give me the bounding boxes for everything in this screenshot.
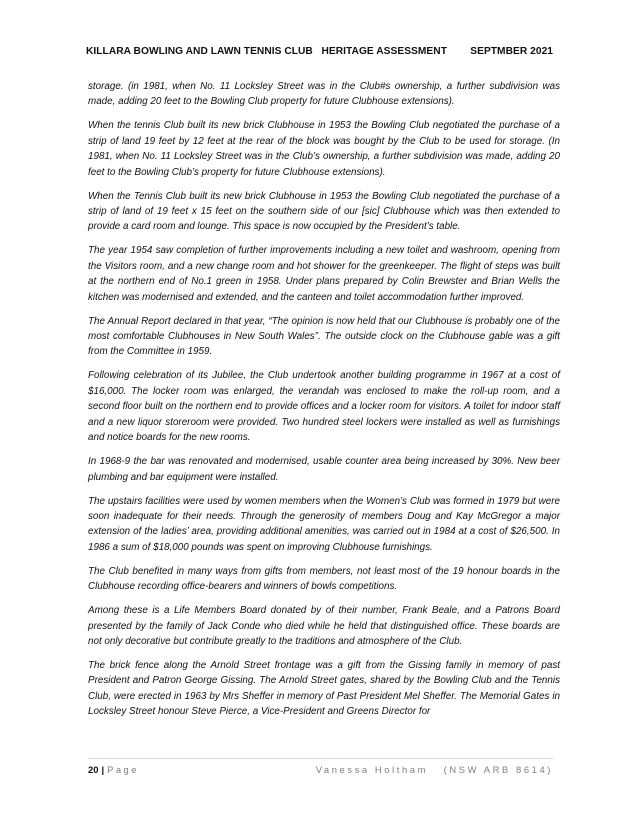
paragraph: The year 1954 saw completion of further improvements including a new toilet and washroom, opening from the Visitors room, and a new change room and hot shower for the greenkeeper. The flight of steps was built at the northern end of No.1 green in 1958. Under plans prepared by Colin Brewster and Brian Wells the kitchen was modernised and extended, and the canteen and toilet accommodation further improved. bbox=[88, 245, 560, 303]
author-credit: Vanessa Holtham (NSW ARB 8614) bbox=[315, 764, 553, 775]
paragraph: When the tennis Club built its new brick Clubhouse in 1953 the Bowling Club negotiated the purchase of a strip of land 19 feet by 12 feet at the rear of the block was bought by the Club to be used for storage. (In 1981, when No. 11 Locksley Street was in the Club’s ownership, a further subdivision was made, adding 20 feet to the Bowling Club’s property for future Clubhouse extensions). bbox=[88, 120, 560, 178]
header-title: KILLARA BOWLING AND LAWN TENNIS CLUB HERITAGE ASSESSMENT bbox=[86, 46, 447, 57]
header-date: SEPTMBER 2021 bbox=[470, 46, 553, 57]
paragraph: The brick fence along the Arnold Street frontage was a gift from the Gissing family in memory of past President and Patron George Gissing. The Arnold Street gates, shared by the Bowling Club and the Tennis Club, were erected in 1963 by Mrs Sheffer in memory of Past President Mel Sheffer. The Memorial Gates in Locksley Street honour Steve Pierce, a Vice-President and Greens Director for bbox=[88, 659, 560, 718]
paragraph: storage. (in 1981, when No. 11 Locksley Street was in the Club#s ownership, a further subdivision was made, adding 20 feet to the Bowling Club property for future Clubhouse extensions). bbox=[88, 81, 560, 108]
paragraph: In 1968-9 the bar was renovated and modernised, usable counter area being increased by 30%. New beer plumbing and bar equipment were installed. bbox=[88, 456, 560, 483]
page-number: 20 bbox=[88, 764, 99, 775]
paragraph: The upstairs facilities were used by women members when the Women’s Club was formed in 1979 but were soon inadequate for their needs. Through the generosity of members Doug and Kay McGregor a major extension of the ladies’ area, providing additional amenities, was carried out in 1984 at a cost of $26,500. In 1986 a sum of $18,000 pounds was spent on improving Clubhouse furnishings. bbox=[88, 495, 560, 553]
paragraph: Among these is a Life Members Board donated by of their number, Frank Beale, and a Patrons Board presented by the family of Jack Conde who died while he held that distinguished office. These boards are not only decorative but contribute greatly to the traditions and atmosphere of the Club. bbox=[88, 605, 560, 647]
page-header bbox=[86, 46, 553, 57]
page-footer bbox=[88, 758, 553, 775]
page-word: Page bbox=[107, 764, 139, 775]
document-body bbox=[88, 79, 560, 728]
paragraph: When the Tennis Club built its new brick Clubhouse in 1953 the Bowling Club negotiated the purchase of a strip of land of 19 feet x 15 feet on the southern side of our [sic] Clubhouse which was then extended to provide a card room and lounge. This space is now occupied by the President’s table. bbox=[88, 190, 560, 233]
page-separator: | bbox=[101, 764, 105, 775]
paragraph: The Annual Report declared in that year, “The opinion is now held that our Clubhouse is probably one of the most comfortable Clubhouses in New South Wales”. The outside clock on the Clubhouse gable was a gift from the Committee in 1959. bbox=[88, 315, 560, 358]
paragraph: Following celebration of its Jubilee, the Club undertook another building programme in 1967 at a cost of $16,000. The locker room was enlarged, the verandah was enclosed to make the roll-up room, and a second floor built on the northern end to provide offices and a locker room for visitors. A toilet for indoor staff and a new liquor storeroom were provided. Two hundred steel lockers were installed as well as furnishings and notice boards for the new rooms. bbox=[88, 370, 560, 444]
paragraph: The Club benefited in many ways from gifts from members, not least most of the 19 honour boards in the Clubhouse recording office-bearers and winners of bowls competitions. bbox=[88, 565, 560, 593]
